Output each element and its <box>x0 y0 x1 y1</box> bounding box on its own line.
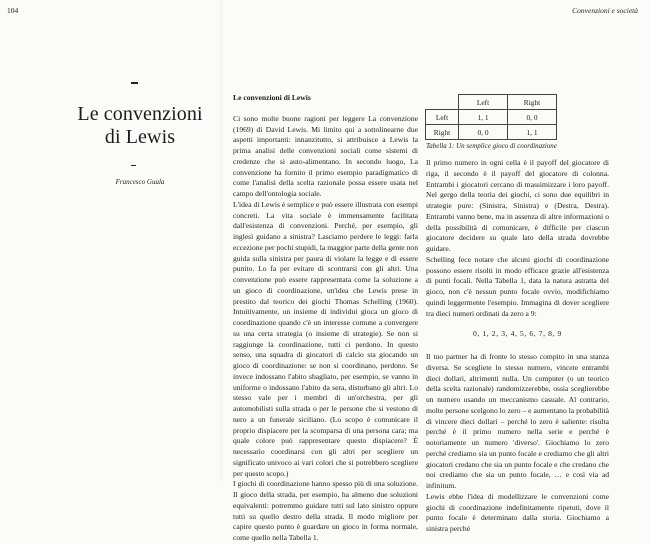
text-column-left <box>233 93 418 544</box>
paragraph: Schelling fece notare che alcuni giochi di coordinazione possono essere risolti in modo efficace grazie all'esistenza di punti focali. Nella Tabella 1, data la natura astratta del gioco, non c'è nessun punto focale ovvio, modifichiamo quindi leggermente l'esempio. Immagina di dover scegliere tra dieci numeri ordinati da zero a 9: <box>426 254 609 318</box>
table-cell: 0, 0 <box>459 125 508 140</box>
table-corner <box>426 95 459 110</box>
book-gutter <box>215 0 223 481</box>
paragraph: Il primo numero in ogni cella è il payoff del giocatore di riga, il secondo è il payoff del giocatore di colonna. Entrambi i giocatori cercano di massimizzare i loro payoff. Nel gergo della teoria dei giochi, ci sono due equilibri in strategie pure: (Sinistra, Sinistra) e (Destra, Destra). Entrambi vanno bene, ma in assenza di altre informazioni o della possibilità di comunicare, è difficile per ciascun giocatore decidere su quale lato della strada dovrebbe guidare. <box>426 158 609 253</box>
chapter-author: Francesco Guala <box>115 178 165 186</box>
chapter-title <box>55 103 225 149</box>
paragraph: L'idea di Lewis è semplice e può essere illustrata con esempi concreti. La vita sociale è immensamente facilitata dall'esistenza di convenzioni. Perché, per esempio, gli inglesi guidano a sinistra? Lasciamo perdere le leggi: farla eccezione per pochi stupidi, la maggior parte della gente non guida sulla sinistra per paura di violare la legge e di essere punito. Lo fa per evitare di scontrarsi con gli altri. Una convenzione può essere rappresentata come la soluzione a un gioco di coordinazione, un'idea che Lewis prese in prestito dal teorico dei giochi Thomas Schelling (1960). Intuitivamente, un insieme di individui gioca un gioco di coordinazione quando c'è un interesse comune a convergere su una certa strategia (o insieme di strategie). Se non si raggiunge la coordinazione, tutti ci perdono. In questo senso, una squadra di giocatori di calcio sta giocando un gioco di coordinazione: se non si coordinano, perdono. Se invece indossano l'abito sbagliato, per esempio, se vanno in uniforme o indossano l'abito da sera, disturbano gli altri. Lo stesso vale per i membri di un'orchestra, per gli automobilisti sulla strada o per le persone che si vestono di nero a un funerale siciliano. (Lo scopo è comunicare il proprio dispiacere per la scomparsa di una persona cara; ma quale colore può rappresentare questo dispiacere? È necessario coordinarsi con gli altri per scegliere un significato univoco ai vari colori che si potrebbero scegliere per questo scopo.) <box>233 199 418 478</box>
table-header-row <box>426 95 557 110</box>
table-cell: 1, 1 <box>508 125 557 140</box>
payoff-table <box>425 94 557 140</box>
table-cell: 0, 0 <box>508 110 557 125</box>
paragraph: Il tuo partner ha di fronte lo stesso compito in una stanza diversa. Se scegliete lo stesso numero, vincete entrambi dieci dollari, altrimenti nulla. Un computer (o un teorico della scelta razionale) randomizzerebbe, ossia sceglierebbe un numero usando un meccanismo casuale. Al contrario, molte persone scelgono lo zero – e aumentano la probabilità di vincere dieci dollari – perché lo zero è saliente: risulta perché è il primo numero nella serie e perché è notoriamente un numero 'diverso'. Giochiamo lo zero perché crediamo sia un punto focale e crediamo che gli altri giocatori credano che sia un punto focale e che credano che noi crediamo che sia un punto focale, … e così via ad infinitum. <box>426 352 609 490</box>
table-row-header: Right <box>426 125 459 140</box>
table-caption: Tabella 1: Un semplice gioco di coordinazione <box>426 142 557 150</box>
chapter-title-line-2: di Lewis <box>104 126 176 148</box>
chapter-ornament-dash <box>131 82 138 84</box>
table-col-header: Right <box>508 95 557 110</box>
table-row-header: Left <box>426 110 459 125</box>
author-ornament-dash <box>131 165 136 166</box>
chapter-title-line-1: Le convenzioni <box>77 103 203 125</box>
paragraph: Lewis ebbe l'idea di modellizzare le convenzioni come giochi di coordinazione indefinitamente ripetuti, dove il punto focale è determinato dalla storia. Giochiamo a sinistra perché <box>426 491 609 533</box>
table-row <box>426 110 557 125</box>
number-sequence: 0, 1, 2, 3, 4, 5, 6, 7, 8, 9 <box>473 329 562 339</box>
table-row <box>426 125 557 140</box>
table-col-header: Left <box>459 95 508 110</box>
paragraph: I giochi di coordinazione hanno spesso più di una soluzione. Il gioco della strada, per esempio, ha almeno due soluzioni equivalenti: potremmo guidare tutti sul lato sinistro oppure tutti su quello destro della strada. Il modo migliore per capire questo punto è guardare un gioco in forma normale, come quello nella Tabella 1. <box>233 479 418 542</box>
text-column-right <box>426 158 609 535</box>
page-number: 104 <box>7 6 19 15</box>
section-heading: Le convenzioni di Lewis <box>233 93 311 102</box>
running-head: Convenzioni e società <box>572 6 638 15</box>
paragraph: Ci sono molte buone ragioni per leggere La convenzione (1969) di David Lewis. Mi limito qui a sottolinearne due aspetti importanti: innanzitutto, si attribuisce a Lewis la prima analisi delle convenzioni sociali come sistemi di credenze che si auto-alimentano. In secondo luogo, La convenzione ha fornito il primo esempio paradigmatico di come l'analisi della scelta razionale possa essere usata nel campo dell'ontologia sociale. <box>233 113 418 198</box>
table-cell: 1, 1 <box>459 110 508 125</box>
payoff-table-wrapper <box>425 94 557 140</box>
